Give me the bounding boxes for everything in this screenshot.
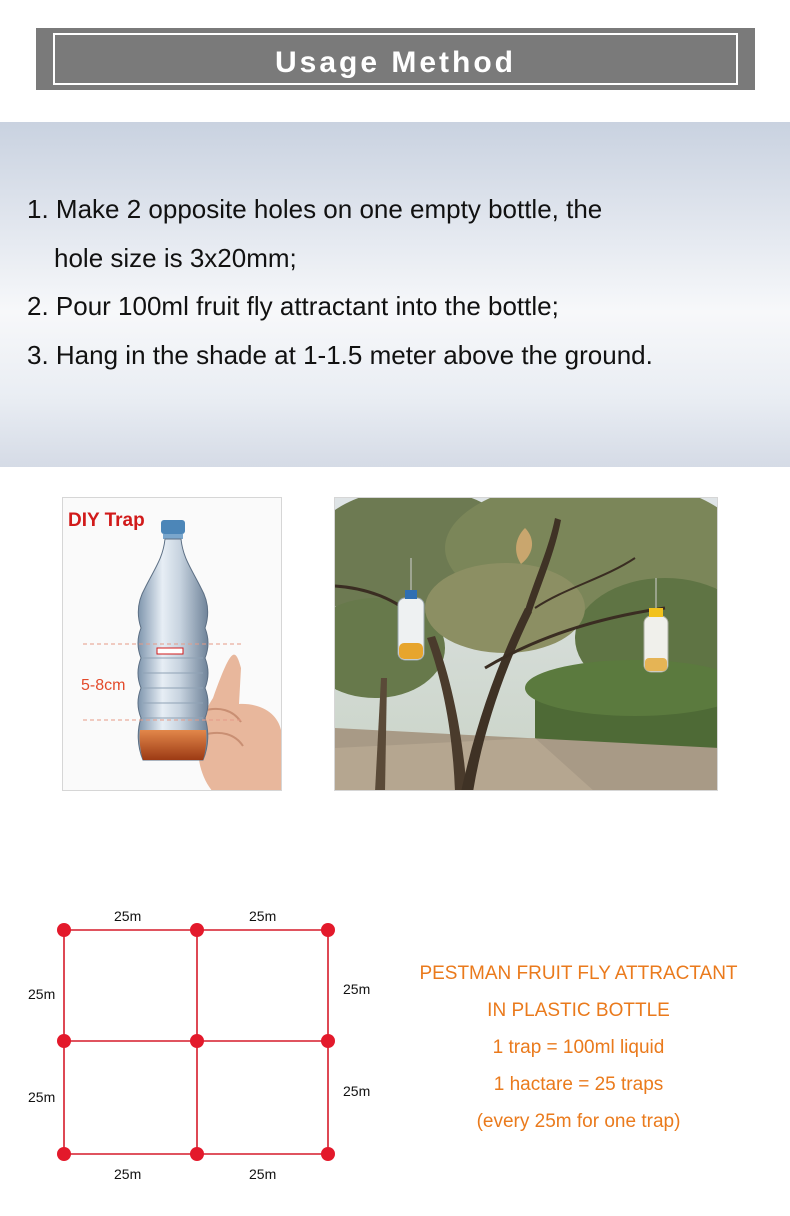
page-title: Usage Method <box>274 46 517 79</box>
product-name-line-1: PESTMAN FRUIT FLY ATTRACTANT <box>419 963 738 984</box>
header-frame <box>53 33 738 85</box>
trap-node <box>57 1147 71 1161</box>
header-banner <box>36 28 755 90</box>
diy-trap-image <box>62 497 282 791</box>
distance-label-top-right: 25m <box>249 908 277 924</box>
distance-label-left-lower: 25m <box>28 1089 56 1105</box>
product-name-line-2: IN PLASTIC BOTTLE <box>487 1000 670 1021</box>
trap-node <box>57 1034 71 1048</box>
bottle-illustration <box>63 498 282 791</box>
distance-label-right-lower: 25m <box>343 1083 371 1099</box>
distance-label-bottom-right: 25m <box>249 1166 277 1182</box>
step-3-text: 3. Hang in the shade at 1-1.5 meter above the ground. <box>27 340 653 370</box>
dosage-line: 1 trap = 100ml liquid <box>492 1037 665 1058</box>
step-1-continuation: hole size is 3x20mm; <box>54 243 297 273</box>
trap-spacing-grid <box>20 900 360 1180</box>
step-2-text: 2. Pour 100ml fruit fly attractant into the bottle; <box>27 291 559 321</box>
tree-trap-photo <box>334 497 718 791</box>
distance-label-top-left: 25m <box>114 908 142 924</box>
spacing-line: (every 25m for one trap) <box>476 1111 681 1132</box>
distance-label-left-upper: 25m <box>28 986 56 1002</box>
trap-node <box>321 1147 335 1161</box>
trap-node <box>190 923 204 937</box>
trap-node <box>57 923 71 937</box>
trap-node <box>321 923 335 937</box>
distance-label-bottom-left: 25m <box>114 1166 142 1182</box>
product-info <box>395 955 762 1140</box>
diy-trap-label: DIY Trap <box>68 510 145 531</box>
instructions-panel <box>0 122 790 467</box>
step-1-text: 1. Make 2 opposite holes on one empty bottle, the <box>27 194 603 224</box>
trap-node <box>190 1034 204 1048</box>
trap-node <box>321 1034 335 1048</box>
distance-label-right-upper: 25m <box>343 981 371 997</box>
hole-height-label: 5-8cm <box>81 677 126 694</box>
trap-node <box>190 1147 204 1161</box>
density-line: 1 hactare = 25 traps <box>493 1074 664 1095</box>
tree-scene-illustration <box>335 498 718 791</box>
